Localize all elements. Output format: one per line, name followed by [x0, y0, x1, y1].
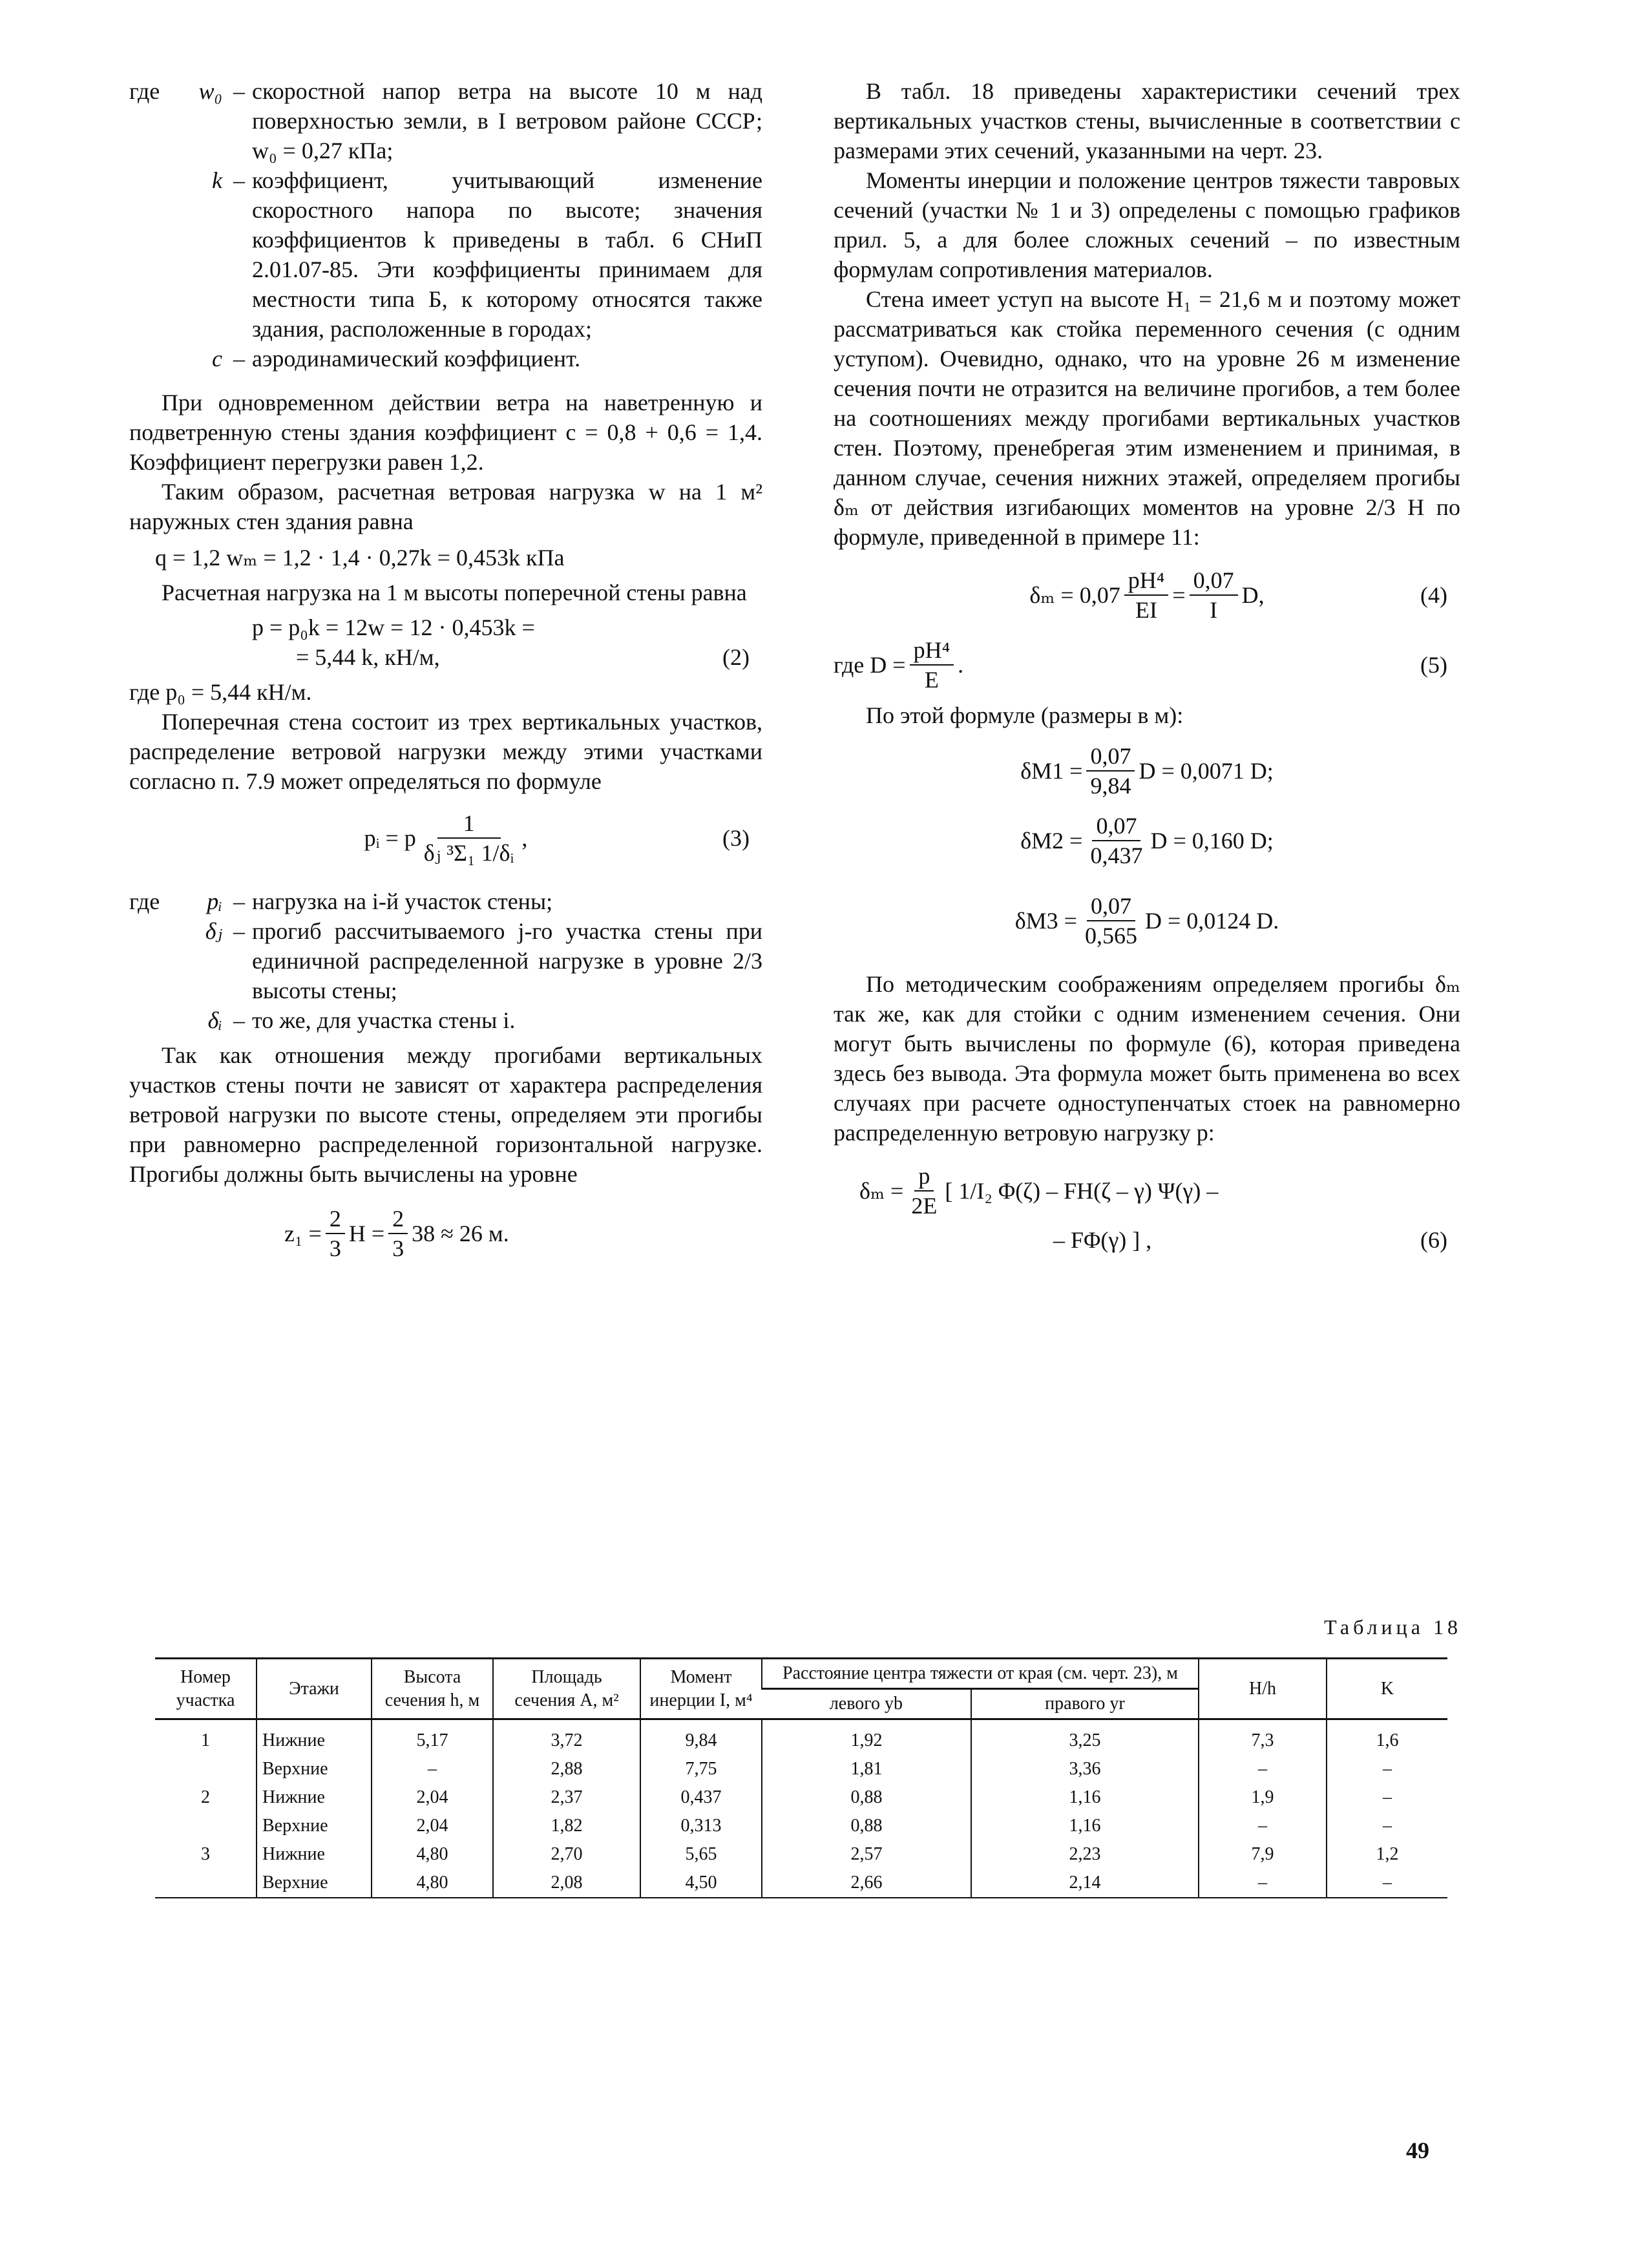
table-cell-floors: Верхние: [257, 1869, 372, 1898]
table-cell-a: 2,37: [493, 1783, 640, 1812]
dash: –: [233, 1007, 245, 1033]
fraction: [1124, 566, 1169, 624]
table-row: [155, 1755, 1447, 1783]
formula-6-line-2: – FΦ(γ) ] ,: [1053, 1227, 1152, 1253]
formula-4-lhs: δₘ = 0,07: [1029, 582, 1120, 608]
table-row: [155, 1869, 1447, 1898]
left-column: [129, 76, 762, 1268]
denominator: 0,437: [1090, 843, 1143, 868]
fraction: [910, 636, 954, 694]
definition-k: коэффициент, учитывающий изменение скоростного напора по высоте; значения коэффициентов k приведены в табл. 6 СНиП 2.01.07-85. Эти коэффициенты принимаем для местности типа Б, к которому относятся также здания, расположенные в городах;: [252, 167, 762, 342]
table-cell-hh: –: [1199, 1755, 1327, 1783]
symbol-delta-i: δᵢ: [207, 1007, 222, 1033]
formula-6-lhs: δₘ =: [859, 1178, 904, 1204]
header-num: Номер участка: [155, 1659, 257, 1719]
formula-rhs: D = 0,0071 D;: [1139, 758, 1274, 784]
header-height: Высота сечения h, м: [372, 1659, 493, 1719]
formula-lhs: δM1 =: [1020, 758, 1083, 784]
table-cell-floors: Верхние: [257, 1755, 372, 1783]
header-distance: Расстояние центра тяжести от края (см. черт. 23), м: [762, 1659, 1199, 1689]
table-cell-yl: 1,92: [762, 1719, 971, 1756]
table-cell-hh: 1,9: [1199, 1783, 1327, 1812]
header-floors: Этажи: [257, 1659, 372, 1719]
paragraph: Таким образом, расчетная ветровая нагрузка w на 1 м² наружных стен здания равна: [129, 479, 762, 534]
table-cell-k: –: [1327, 1869, 1447, 1898]
formula-lhs: δM2 =: [1020, 828, 1083, 854]
formula-2: [129, 613, 762, 672]
fraction: [388, 1204, 408, 1263]
table-cell-a: 3,72: [493, 1719, 640, 1756]
numerator: 0,07: [1092, 812, 1140, 841]
table-cell-hh: –: [1199, 1812, 1327, 1840]
denominator: 0,565: [1084, 923, 1137, 949]
formula-rhs: D = 0,160 D;: [1150, 828, 1274, 854]
fraction: [1086, 742, 1135, 800]
equation-number: (6): [1420, 1227, 1447, 1253]
table-cell-hh: –: [1199, 1869, 1327, 1898]
fraction: [1190, 566, 1238, 624]
formula-dm3: [834, 892, 1460, 950]
table-cell-num: [155, 1755, 257, 1783]
table-cell-i: 0,313: [640, 1812, 762, 1840]
formula-2-line-2: = 5,44 k, кН/м,: [296, 644, 440, 670]
right-column: [834, 76, 1460, 1260]
table-cell-i: 5,65: [640, 1840, 762, 1869]
formula-5: [834, 636, 1460, 694]
denominator: δⱼ ³Σ₁ 1/δᵢ: [423, 840, 514, 866]
table-18: [155, 1657, 1447, 1898]
table-cell-yr: 2,14: [971, 1869, 1199, 1898]
table-cell-yr: 3,25: [971, 1719, 1199, 1756]
table-cell-yr: 1,16: [971, 1812, 1199, 1840]
definition-pi: нагрузка на i-й участок стены;: [252, 888, 553, 914]
formula-z1: [129, 1204, 762, 1263]
table-cell-i: 0,437: [640, 1783, 762, 1812]
numerator: 2: [326, 1204, 345, 1234]
table-row: [155, 1783, 1447, 1812]
table-cell-h: 4,80: [372, 1840, 493, 1869]
table-row: [155, 1812, 1447, 1840]
table-cell-yl: 2,66: [762, 1869, 971, 1898]
table-cell-floors: Нижние: [257, 1783, 372, 1812]
fraction: [1086, 812, 1146, 870]
table-cell-yr: 2,23: [971, 1840, 1199, 1869]
table-cell-yr: 3,36: [971, 1755, 1199, 1783]
definition-delta-i: то же, для участка стены i.: [252, 1007, 516, 1033]
formula-4: [834, 566, 1460, 624]
formula-rhs: D = 0,0124 D.: [1144, 908, 1279, 934]
table-cell-yl: 0,88: [762, 1783, 971, 1812]
table-cell-k: 1,6: [1327, 1719, 1447, 1756]
table-cell-i: 4,50: [640, 1869, 762, 1898]
denominator: 3: [329, 1235, 341, 1261]
equation-number: (3): [722, 825, 750, 851]
denominator: 3: [392, 1235, 404, 1261]
table-cell-k: –: [1327, 1812, 1447, 1840]
numerator: 0,07: [1086, 742, 1135, 772]
paragraph: где p₀ = 5,44 кН/м.: [129, 679, 312, 705]
dash: –: [233, 167, 245, 193]
equals: =: [1172, 582, 1186, 608]
table-cell-hh: 7,9: [1199, 1840, 1327, 1869]
table-row: [155, 1719, 1447, 1756]
formula-z1-lhs: z₁ =: [284, 1221, 322, 1246]
definitions-list-2: [129, 887, 762, 1035]
paragraph: Расчетная нагрузка на 1 м высоты поперечной стены равна: [162, 580, 747, 605]
header-right: правого yr: [971, 1689, 1199, 1719]
denominator: I: [1210, 597, 1218, 623]
table-row: [155, 1840, 1447, 1869]
paragraph: При одновременном действии ветра на наветренную и подветренную стены здания коэффициент c = 0,8 + 0,6 = 1,4. Коэффициент перегрузки равен 1,2.: [129, 390, 762, 475]
table-title: Таблица 18: [1324, 1615, 1462, 1639]
numerator: 2: [388, 1204, 408, 1234]
equation-number: (2): [722, 644, 750, 670]
table-cell-num: 2: [201, 1787, 210, 1807]
formula-q-text: q = 1,2 wₘ = 1,2 · 1,4 · 0,27k = 0,453k кПа: [155, 545, 565, 571]
fraction: [1081, 892, 1141, 950]
symbol-k: k: [212, 167, 222, 193]
equation-number: (4): [1420, 582, 1447, 608]
denominator: E: [924, 667, 939, 693]
numerator: 0,07: [1087, 892, 1135, 921]
fraction: [420, 809, 518, 867]
header-left: левого yb: [762, 1689, 971, 1719]
table-cell-num: [155, 1869, 257, 1898]
table-cell-i: 9,84: [640, 1719, 762, 1756]
dash: –: [233, 346, 245, 372]
table-cell-hh: 7,3: [1199, 1719, 1327, 1756]
paragraph: Моменты инерции и положение центров тяжести тавровых сечений (участки № 1 и 3) определены с помощью графиков прил. 5, а для более сложных сечений – по известным формулам сопротивления материалов.: [834, 167, 1460, 282]
dash: –: [233, 78, 245, 104]
table-cell-h: 5,17: [372, 1719, 493, 1756]
page-number: 49: [1406, 2137, 1429, 2163]
formula-dm2: [834, 812, 1460, 870]
symbol-delta-j: δⱼ: [205, 918, 222, 944]
denominator: 2E: [911, 1193, 938, 1219]
header-moment: Момент инерции I, м⁴: [640, 1659, 762, 1719]
table-cell-a: 2,08: [493, 1869, 640, 1898]
table-cell-floors: Нижние: [257, 1840, 372, 1869]
equation-number: (5): [1420, 652, 1447, 678]
where-label: где: [129, 888, 160, 914]
dash: –: [233, 918, 245, 944]
formula-z1-mid: H =: [348, 1221, 385, 1246]
formula-3: [129, 809, 762, 867]
table-cell-num: 1: [201, 1730, 210, 1750]
dash: –: [233, 888, 245, 914]
table-cell-k: –: [1327, 1755, 1447, 1783]
denominator: EI: [1135, 597, 1157, 623]
table-cell-num: [155, 1812, 257, 1840]
formula-4-tail: D,: [1241, 582, 1265, 608]
formula-dm1: [834, 742, 1460, 800]
formula-3-lhs: pᵢ = p: [364, 825, 416, 851]
table-cell-a: 2,70: [493, 1840, 640, 1869]
definitions-list-1: [129, 76, 762, 373]
paragraph: В табл. 18 приведены характеристики сечений трех вертикальных участков стены, вычисленные в соответствии с размерами этих сечений, указанными на черт. 23.: [834, 78, 1460, 163]
formula-3-tail: ,: [521, 825, 528, 851]
paragraph: Так как отношения между прогибами вертикальных участков стены почти не зависят от характера распределения ветровой нагрузки по высоте стены, определяем эти прогибы при равномерно распределенной горизонтальной нагрузке. Прогибы должны быть вычислены на уровне: [129, 1042, 762, 1187]
table-cell-floors: Верхние: [257, 1812, 372, 1840]
numerator: 1: [437, 809, 501, 839]
where-label: где: [129, 78, 160, 104]
definition-c: аэродинамический коэффициент.: [252, 346, 581, 372]
formula-6-body: [ 1/I₂ Φ(ζ) – FH(ζ – γ) Ψ(γ) –: [945, 1178, 1219, 1204]
formula-5-tail: .: [958, 652, 964, 678]
paragraph: Поперечная стена состоит из трех вертикальных участков, распределение ветровой нагрузки между этими участками согласно п. 7.9 может определяться по формуле: [129, 709, 762, 794]
table-cell-yl: 1,81: [762, 1755, 971, 1783]
fraction: [907, 1162, 941, 1220]
header-hh: H/h: [1199, 1659, 1327, 1719]
paragraph: По этой формуле (размеры в м):: [866, 702, 1184, 728]
definition-w0: скоростной напор ветра на высоте 10 м над поверхностью земли, в I ветровом районе СССР; w₀ = 0,27 кПа;: [252, 78, 762, 163]
formula-6-continued: [834, 1225, 1460, 1255]
table-cell-h: 2,04: [372, 1812, 493, 1840]
numerator: pH⁴: [910, 636, 954, 666]
header-k: K: [1327, 1659, 1447, 1719]
table-cell-yr: 1,16: [971, 1783, 1199, 1812]
formula-lhs: δM3 =: [1014, 908, 1077, 934]
table-cell-num: 3: [201, 1844, 210, 1864]
numerator: 0,07: [1190, 566, 1238, 596]
table-cell-a: 2,88: [493, 1755, 640, 1783]
formula-5-lhs: где D =: [834, 652, 906, 678]
paragraph: Стена имеет уступ на высоте H₁ = 21,6 м и поэтому может рассматриваться как стойка переменного сечения (с одним уступом). Очевидно, однако, что на уровне 26 м изменение сечения почти не отразится на величине прогибов, а тем более на соотношениях между прогибами вертикальных участков стен. Поэтому, пренебрегая этим изменением и принимая, в данном случае, сечения нижних этажей, определяем прогибы δₘ от действия изгибающих моментов на уровне 2/3 H по формуле, приведенной в примере 11:: [834, 286, 1460, 550]
table-cell-h: 4,80: [372, 1869, 493, 1898]
formula-z1-rhs: 38 ≈ 26 м.: [412, 1221, 509, 1246]
table-cell-h: 2,04: [372, 1783, 493, 1812]
header-area: Площадь сечения A, м²: [493, 1659, 640, 1719]
table-cell-k: –: [1327, 1783, 1447, 1812]
table-cell-h: –: [372, 1755, 493, 1783]
symbol-w0: w₀: [198, 78, 222, 104]
formula-6: [834, 1162, 1460, 1220]
symbol-c: c: [212, 346, 222, 372]
fraction: [326, 1204, 345, 1263]
definition-delta-j: прогиб рассчитываемого j-го участка стены при единичной распределенной нагрузке в уровне 2/3 высоты стены;: [252, 918, 762, 1003]
denominator: 9,84: [1090, 773, 1131, 799]
table-cell-floors: Нижние: [257, 1719, 372, 1756]
table-cell-i: 7,75: [640, 1755, 762, 1783]
table-cell-k: 1,2: [1327, 1840, 1447, 1869]
table-cell-a: 1,82: [493, 1812, 640, 1840]
formula-2-line-1: p = p₀k = 12w = 12 · 0,453k =: [252, 614, 535, 640]
numerator: p: [914, 1162, 934, 1192]
formula-q: [129, 543, 762, 572]
numerator: pH⁴: [1124, 566, 1169, 596]
symbol-pi: pᵢ: [207, 888, 222, 914]
table-cell-yl: 0,88: [762, 1812, 971, 1840]
table-cell-yl: 2,57: [762, 1840, 971, 1869]
paragraph: По методическим соображениям определяем прогибы δₘ так же, как для стойки с одним изменением сечения. Они могут быть вычислены по формуле (6), которая приведена здесь без вывода. Эта формула может быть применена во всех случаях при расчете одноступенчатых стоек на равномерно распределенную ветровую нагрузку p:: [834, 971, 1460, 1146]
